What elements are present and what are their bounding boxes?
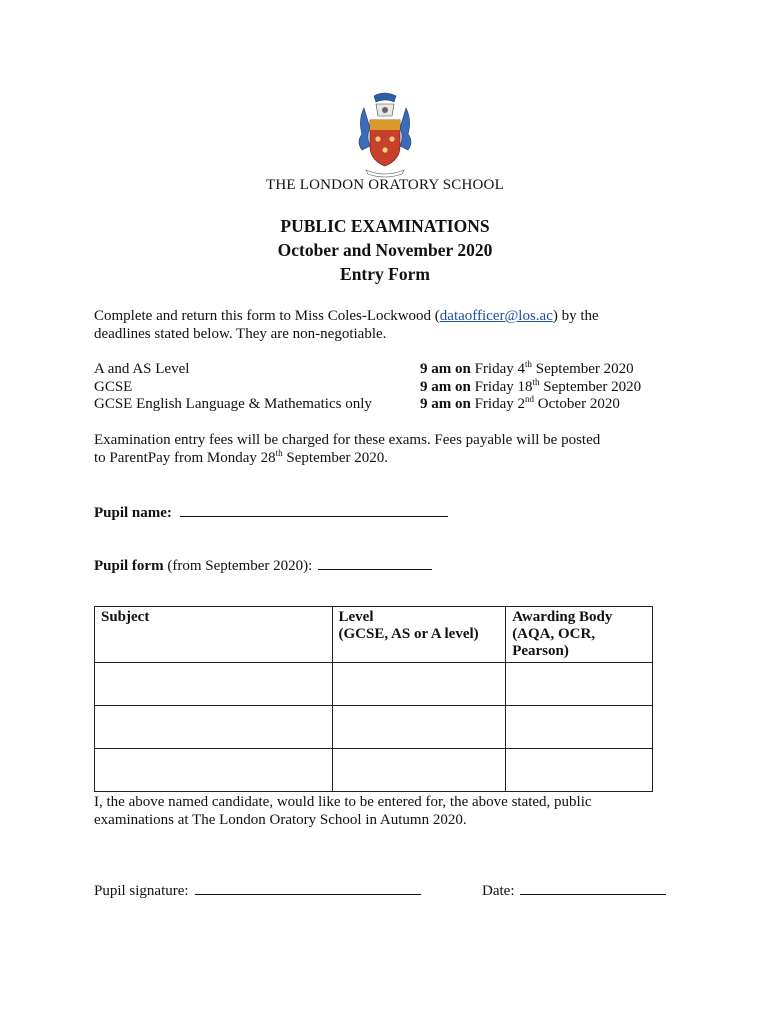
table-row xyxy=(95,749,653,792)
deadline-time: 9 am on xyxy=(420,361,471,377)
declaration-line1: I, the above named candidate, would like to be entered for, the above stated, public xyxy=(94,794,592,810)
intro-paragraph xyxy=(94,307,684,343)
deadline-ordinal: th xyxy=(532,376,540,387)
pupil-name-label: Pupil name: xyxy=(94,505,172,521)
form-title-line2: October and November 2020 xyxy=(277,240,493,260)
pupil-form-field[interactable] xyxy=(318,555,432,570)
subject-cell[interactable] xyxy=(95,706,333,749)
header-subject xyxy=(95,607,333,663)
date-field[interactable] xyxy=(520,880,666,895)
signature-label: Pupil signature: xyxy=(94,883,189,899)
declaration-line2: examinations at The London Oratory School in Autumn 2020. xyxy=(94,812,467,828)
deadline-day: Friday 18 xyxy=(470,378,533,395)
fees-text: to ParentPay from Monday 28 xyxy=(94,450,276,466)
deadline-month: September 2020 xyxy=(532,361,634,377)
awarding-body-cell[interactable] xyxy=(506,663,653,706)
deadline-day: Friday 4 xyxy=(470,361,526,377)
deadline-month: September 2020 xyxy=(539,378,642,395)
intro-line2: deadlines stated below. They are non-negotiable. xyxy=(94,326,387,342)
intro-text-end: ) by the xyxy=(552,308,599,324)
deadline-level-gcse-eng-maths: GCSE English Language & Mathematics only xyxy=(94,396,372,412)
school-name: THE LONDON ORATORY SCHOOL xyxy=(266,177,504,193)
subject-cell[interactable] xyxy=(95,749,333,792)
header-awarding-body-note: (AQA, OCR, Pearson) xyxy=(512,626,596,659)
header-awarding-body xyxy=(506,607,653,663)
school-crest-logo xyxy=(354,90,416,178)
deadline-date-gcse-eng-maths xyxy=(420,396,641,414)
header-awarding-body-label: Awarding Body xyxy=(512,609,613,625)
intro-text: Complete and return this form to xyxy=(94,308,295,324)
deadline-level-gcse: GCSE xyxy=(94,378,133,395)
deadline-month: October 2020 xyxy=(534,396,620,412)
fees-ordinal: th xyxy=(275,448,283,458)
signature-field[interactable] xyxy=(195,880,421,895)
pupil-name-row xyxy=(94,502,684,522)
table-row xyxy=(95,706,653,749)
deadline-day: Friday 2 xyxy=(470,396,526,412)
paren-open: ( xyxy=(431,308,440,324)
declaration-paragraph xyxy=(94,793,684,829)
pupil-form-row xyxy=(94,555,684,575)
header-level-note: (GCSE, AS or A level) xyxy=(338,626,479,642)
email-link[interactable]: dataofficer@los.ac xyxy=(439,308,553,324)
contact-name: Miss Coles-Lockwood xyxy=(294,308,432,324)
pupil-form-note: (from September 2020): xyxy=(163,558,313,574)
deadline-ordinal: nd xyxy=(525,394,535,404)
table-header-row xyxy=(95,607,653,663)
form-title-line1: PUBLIC EXAMINATIONS xyxy=(280,216,490,236)
deadline-time: 9 am on xyxy=(420,378,471,395)
deadline-level-a-as: A and AS Level xyxy=(94,361,190,377)
date-row xyxy=(482,880,682,900)
form-title-line3: Entry Form xyxy=(340,264,430,284)
deadline-ordinal: th xyxy=(525,359,533,369)
deadline-date-a-as xyxy=(420,361,641,379)
pupil-form-label: Pupil form xyxy=(94,558,164,574)
header-subject-label: Subject xyxy=(101,609,150,625)
fees-paragraph xyxy=(94,431,684,467)
level-cell[interactable] xyxy=(332,663,506,706)
awarding-body-cell[interactable] xyxy=(506,706,653,749)
deadline-dates xyxy=(420,361,641,414)
table-row xyxy=(95,663,653,706)
deadline-time: 9 am on xyxy=(420,396,471,412)
header-level xyxy=(332,607,506,663)
header-level-label: Level xyxy=(338,609,374,625)
fees-line2 xyxy=(94,449,684,467)
deadline-levels xyxy=(94,361,372,414)
awarding-body-cell[interactable] xyxy=(506,749,653,792)
level-cell[interactable] xyxy=(332,749,506,792)
pupil-name-field[interactable] xyxy=(180,502,448,517)
fees-text-end: September 2020. xyxy=(282,450,389,466)
fees-line1: Examination entry fees will be charged for these exams. Fees payable will be posted xyxy=(94,432,601,448)
subject-cell[interactable] xyxy=(95,663,333,706)
level-cell[interactable] xyxy=(332,706,506,749)
date-label: Date: xyxy=(482,883,515,899)
entries-table xyxy=(94,606,653,792)
